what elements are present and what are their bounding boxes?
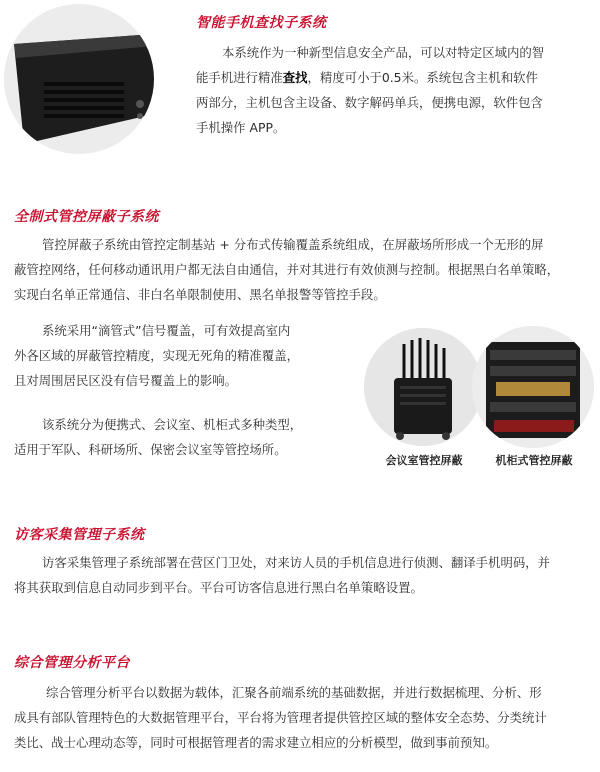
section-body-shielding-p1 <box>14 232 596 307</box>
section-title-shielding: 全制式管控屏蔽子系统 <box>14 209 159 225</box>
body-line: 管控屏蔽子系统由管控定制基站 + 分布式传输覆盖系统组成，在屏蔽场所形成一个无形的屏 <box>42 237 544 252</box>
body-line: 能手机进行精准查找，精度可小于0.5米。系统包含主机和软件 <box>196 70 538 85</box>
body-line: 适用于军队、科研场所、保密会议室等管控场所。 <box>14 442 287 457</box>
body-line: 类比、战士心理动态等，同时可根据管理者的需求建立相应的分析模型，做到事前预知。 <box>14 735 498 750</box>
device-photo-circle <box>4 4 154 154</box>
body-line: 手机操作 APP。 <box>196 120 286 135</box>
body-line: 将其获取到信息自动同步到平台。平台可访客信息进行黑白名单策略设置。 <box>14 580 423 595</box>
caption-meeting-room: 会议室管控屏蔽 <box>385 454 463 467</box>
section-title-phone-finder: 智能手机查找子系统 <box>196 15 327 31</box>
body-line: 且对周围居民区没有信号覆盖上的影响。 <box>14 373 238 388</box>
body-line: 系统采用“滴管式”信号覆盖，可有效提高室内 <box>42 323 291 338</box>
meeting-room-shield-photo <box>364 328 482 446</box>
body-line: 本系统作为一种新型信息安全产品，可以对特定区域内的智 <box>222 45 545 60</box>
body-line: 外各区域的屏蔽管控精度，实现无死角的精准覆盖， <box>14 348 299 363</box>
body-line: 成具有部队管理特色的大数据管理平台，平台将为管理者提供管控区域的整体安全态势、分类统计 <box>14 710 547 725</box>
body-line: 两部分，主机包含主设备、数字解码单兵，便携电源，软件包含 <box>196 95 543 110</box>
meeting-room-shield-image <box>364 328 482 446</box>
body-line: 访客采集管理子系统部署在营区门卫处，对来访人员的手机信息进行侦测、翻译手机明码，并 <box>42 555 551 570</box>
section-title-visitor: 访客采集管理子系统 <box>14 527 145 543</box>
cabinet-shield-image <box>472 326 594 448</box>
section-body-shielding-p2 <box>14 318 354 393</box>
body-line: 蔽管控网络，任何移动通讯用户都无法自由通信，并对其进行有效侦测与控制。根据黑白名单策略， <box>14 262 560 277</box>
body-line: 实现白名单正常通信、非白名单限制使用、黑名单报警等管控手段。 <box>14 287 386 302</box>
caption-cabinet: 机柜式管控屏蔽 <box>495 454 573 467</box>
body-line: 综合管理分析平台以数据为载体，汇聚各前端系统的基础数据，并进行数据梳理、分析、形 <box>46 685 542 700</box>
section-title-platform: 综合管理分析平台 <box>14 655 130 671</box>
phone-finder-device-image <box>4 4 154 154</box>
cabinet-shield-photo <box>472 326 594 448</box>
section-body-shielding-p3 <box>14 412 354 462</box>
section-body-phone-finder <box>196 40 596 140</box>
section-body-visitor <box>14 550 596 600</box>
section-body-platform <box>14 680 596 755</box>
body-line: 该系统分为便携式、会议室、机柜式多种类型， <box>42 417 303 432</box>
